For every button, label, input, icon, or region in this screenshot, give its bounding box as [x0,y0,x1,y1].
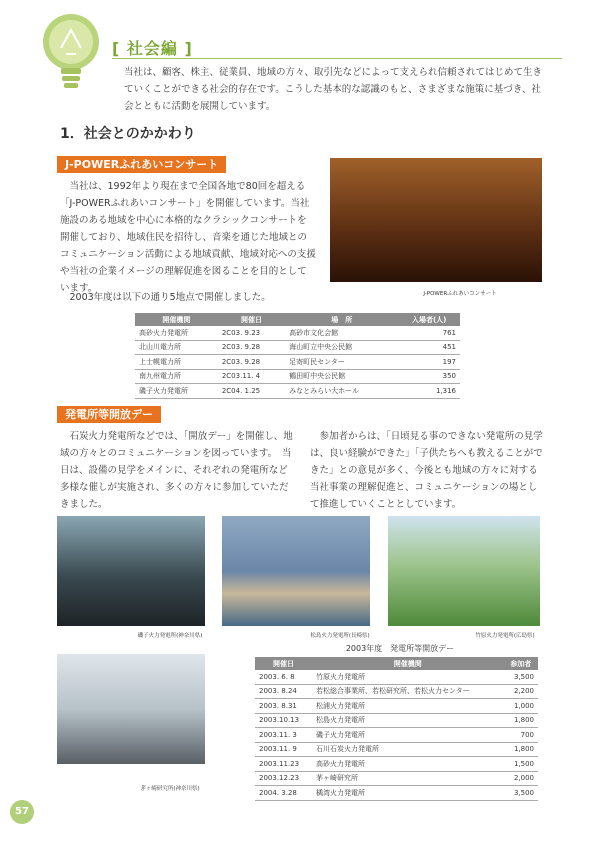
table-row [135,355,460,370]
table-cell: 2,200 [504,684,538,699]
table-row [135,326,460,340]
table-row [135,369,460,384]
table-cell: 高砂火力発電所 [312,757,504,772]
page-number: 57 [10,800,34,824]
table-cell: 2003.11.23 [255,757,312,772]
heading: 1．社会とのかかわり [60,126,196,142]
table-cell: 北山川電力所 [135,340,218,355]
concert-paragraph-2: 2003年度は以下の通り5地点で開催しました。 [69,292,271,303]
concert-photo [330,158,542,282]
col-header: 開催日 [255,657,312,670]
concert-paragraph: 当社は、1992年より現在まで全国各地で80回を超える「J-POWERふれあいコンサート」を開催しています。当社施設のある地域を中心に本格的なクラシックコンサートを開催しており、地域住民を招待し、音楽を通じた地域とのコミュニケーション活動による地域貢献、地域対応への支援や当社の企業イメージの理解促進を図ることを目的としています。 [60,181,316,294]
col-header: 入場者(人) [398,313,460,326]
openday-photo-isogo [57,516,205,626]
openday-table-title: 2003年度 発電所等開放デー [345,644,455,653]
table-cell: 橘湾火力発電所 [312,786,504,801]
table-cell: 松浦火力発電所 [312,699,504,714]
table-cell: 磯子火力発電所 [135,384,218,399]
table-row [135,340,460,355]
table-cell: 350 [398,369,460,384]
col-header: 開催機関 [135,313,218,326]
table-cell: 1,800 [504,713,538,728]
intro-text: 当社は、顧客、株主、従業員、地域の方々、取引先などによって支えられ信頼されてはじめて生きていくことができる社会的存在です。こうした基本的な認識のもと、さまざまな施策に基づき、社会とともに活動を展開しています。 [124,67,543,112]
table-cell: 2003.11. 9 [255,742,312,757]
table-cell: 2C04. 1.25 [218,384,285,399]
section-divider [112,58,562,59]
concert-table [135,313,460,399]
table-cell: 2003. 8.24 [255,684,312,699]
photo-caption: 茅ヶ崎研究所(神奈川県) [140,786,200,792]
table-cell: 高砂市文化会館 [285,326,398,340]
photo-caption: 松島火力発電所(長崎県) [310,633,370,639]
table-cell: 2C03. 9.28 [218,355,285,370]
openday-photo-matsushima [222,516,370,626]
openday-photo-takehara [388,516,540,626]
table-row [255,699,538,714]
table-row [255,786,538,801]
table-cell: 2003.12.23 [255,771,312,786]
col-header: 場 所 [285,313,398,326]
table-cell: 松島火力発電所 [312,713,504,728]
table-row [135,384,460,399]
table-cell: 2,000 [504,771,538,786]
col-header: 開催日 [218,313,285,326]
table-row [255,670,538,684]
table-cell: 2C03.11. 4 [218,369,285,384]
openday-photo-chigasaki [57,654,205,764]
table-cell: 3,500 [504,670,538,684]
table-cell: 2003. 6. 8 [255,670,312,684]
table-cell: 1,500 [504,757,538,772]
table-cell: 竹原火力発電所 [312,670,504,684]
table-cell: 上士幌電力所 [135,355,218,370]
table-cell: 海山町立中央公民館 [285,340,398,355]
openday-badge: 発電所等開放デー [57,406,161,423]
lightbulb-icon [40,10,102,100]
table-cell: 磯子火力発電所 [312,728,504,743]
col-header: 参加者 [504,657,538,670]
table-row [255,728,538,743]
table-cell: 2C03. 9.28 [218,340,285,355]
openday-right-text: 参加者からは、「日頃見る事のできない発電所の見学は、良い経験ができた」「子供たちへも教えることができた」との意見が多く、今後とも地域の方々に対する当社事業の理解促進と、コミュニケーションの場として推進していくこととしています。 [310,431,543,510]
table-cell: 茅ヶ崎研究所 [312,771,504,786]
table-cell: 197 [398,355,460,370]
table-cell: 1,000 [504,699,538,714]
table-cell: 1,800 [504,742,538,757]
concert-badge: J-POWERふれあいコンサート [57,156,226,173]
section-title: [ 社会編 ] [112,39,193,58]
openday-left-text: 石炭火力発電所などでは、「開放デー」を開催し、地域の方々とのコミュニケーションを図っています。 当日は、設備の見学をメインに、それぞれの発電所など多様な催しが実施され、多くの方々に参加していただきました。 [60,431,293,510]
table-cell: 761 [398,326,460,340]
table-cell: 1,316 [398,384,460,399]
table-cell: 2003. 8.31 [255,699,312,714]
table-cell: 700 [504,728,538,743]
table-cell: 鶴田町中央公民館 [285,369,398,384]
table-row [255,684,538,699]
table-cell: 2003.10.13 [255,713,312,728]
table-cell: 足寄町民センター [285,355,398,370]
photo-caption: 竹原火力発電所(広島県) [475,633,535,639]
table-cell: 石川石炭火力発電所 [312,742,504,757]
table-cell: 2003.11. 3 [255,728,312,743]
table-cell: 451 [398,340,460,355]
photo-caption: 磯子火力発電所(神奈川県) [137,633,203,639]
table-cell: 2C03. 9.23 [218,326,285,340]
table-cell: 南九州電力所 [135,369,218,384]
table-cell: みなとみらい大ホール [285,384,398,399]
table-cell: 若松総合事業所、若松研究所、若松火力センター [312,684,504,699]
openday-table [255,657,538,801]
table-row [255,742,538,757]
table-row [255,757,538,772]
table-row [255,713,538,728]
table-cell: 高砂火力発電所 [135,326,218,340]
table-row [255,771,538,786]
table-cell: 3,500 [504,786,538,801]
col-header: 開催機関 [312,657,504,670]
table-cell: 2004. 3.28 [255,786,312,801]
concert-photo-caption: J-POWERふれあいコンサート [423,291,497,297]
